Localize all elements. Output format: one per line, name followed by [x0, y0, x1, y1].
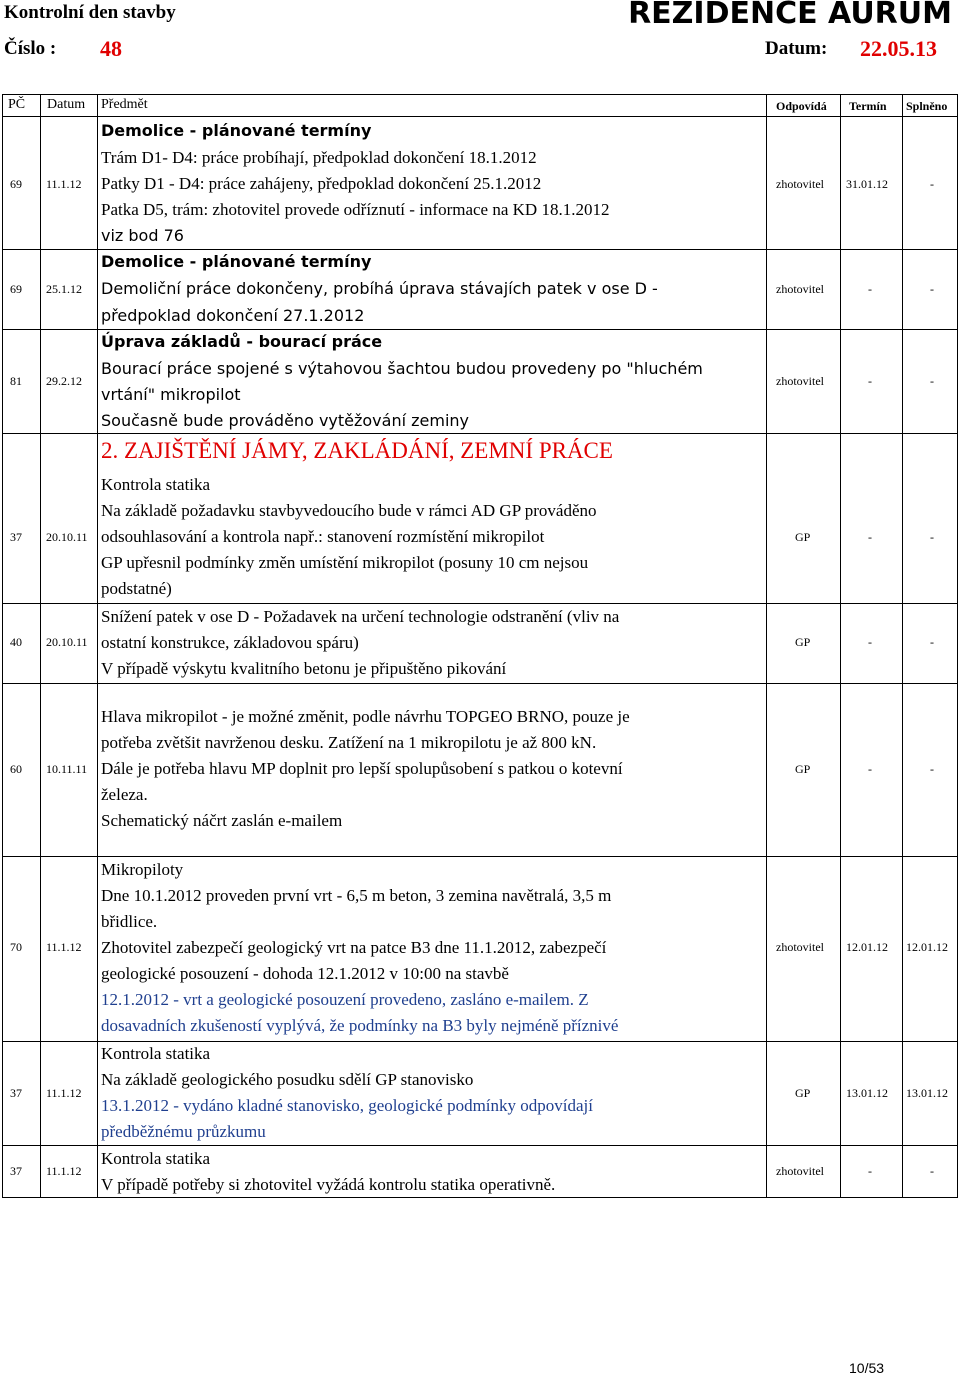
- row-subject-line: vrtání" mikropilot: [101, 385, 241, 404]
- row-subject-line: Současně bude prováděno vytěžování zeminy: [101, 411, 470, 430]
- row-responsible: GP: [795, 530, 811, 544]
- row-subject-line: předpoklad dokončení 27.1.2012: [101, 306, 365, 325]
- row-subject-line: ostatní konstrukce, základovou spáru): [101, 633, 359, 652]
- row-responsible: zhotovitel: [776, 282, 824, 296]
- col-header-datum: Datum: [47, 97, 86, 112]
- row-subject-heading: Mikropiloty: [101, 860, 184, 879]
- row-deadline: -: [868, 530, 872, 544]
- row-pc: 40: [10, 635, 22, 649]
- row-completed: -: [930, 635, 934, 649]
- row-subject-heading: Demolice - plánované termíny: [101, 252, 372, 271]
- row-completed: -: [930, 762, 934, 776]
- row-date: 20.10.11: [46, 530, 88, 544]
- date-label: Datum:: [765, 38, 828, 59]
- row-deadline: -: [868, 282, 872, 296]
- row-deadline: -: [868, 374, 872, 388]
- row-subject-line: Bourací práce spojené s výtahovou šachtou budou provedeny po "hluchém: [101, 359, 703, 378]
- row-deadline: -: [868, 635, 872, 649]
- row-subject-line: železa.: [101, 785, 148, 804]
- number-value: 48: [100, 36, 122, 61]
- row-subject-line: odsouhlasování a kontrola např.: stanovení rozmístění mikropilot: [101, 527, 545, 546]
- row-subject-line: Na základě geologického posudku sdělí GP stanovisko: [101, 1070, 474, 1089]
- row-pc: 69: [10, 282, 22, 296]
- row-subject-line: Dne 10.1.2012 proveden první vrt - 6,5 m beton, 3 zemina navětralá, 3,5 m: [101, 886, 612, 905]
- row-completed: -: [930, 177, 934, 191]
- row-responsible: GP: [795, 762, 811, 776]
- row-subject-heading: Kontrola statika: [101, 1149, 211, 1168]
- row-deadline: 31.01.12: [846, 177, 888, 191]
- row-deadline: -: [868, 1164, 872, 1178]
- row-completed: 13.01.12: [906, 1086, 948, 1100]
- row-subject-heading: Kontrola statika: [101, 475, 211, 494]
- row-subject-line: V případě výskytu kvalitního betonu je připuštěno pikování: [101, 659, 507, 678]
- row-completed: -: [930, 282, 934, 296]
- row-subject-heading: Hlava mikropilot - je možné změnit, podle návrhu TOPGEO BRNO, pouze je: [101, 707, 630, 726]
- number-label: Číslo :: [4, 38, 57, 59]
- row-responsible: zhotovitel: [776, 940, 824, 954]
- row-completed: -: [930, 530, 934, 544]
- date-value: 22.05.13: [860, 36, 937, 61]
- row-subject-line: geologické posouzení - dohoda 12.1.2012 v 10:00 na stavbě: [101, 964, 509, 983]
- document-title: Kontrolní den stavby: [4, 2, 176, 23]
- row-subject-line: Demoliční práce dokončeny, probíhá úprava stávajích patek v ose D -: [101, 279, 658, 298]
- row-subject-line: Patky D1 - D4: práce zahájeny, předpoklad dokončení 25.1.2012: [101, 174, 542, 193]
- row-subject-line: viz bod 76: [101, 226, 184, 245]
- row-pc: 69: [10, 177, 22, 191]
- row-subject-line: Patka D5, trám: zhotovitel provede odříznutí - informace na KD 18.1.2012: [101, 200, 610, 219]
- row-responsible: GP: [795, 635, 811, 649]
- row-subject-heading: Kontrola statika: [101, 1044, 211, 1063]
- col-header-splneno: Splněno: [906, 99, 948, 113]
- col-header-termin: Termín: [849, 99, 887, 113]
- row-date: 20.10.11: [46, 635, 88, 649]
- row-pc: 37: [10, 1086, 22, 1100]
- row-completed: -: [930, 1164, 934, 1178]
- row-subject-line: 12.1.2012 - vrt a geologické posouzení provedeno, zasláno e-mailem. Z: [101, 990, 589, 1009]
- row-responsible: zhotovitel: [776, 374, 824, 388]
- row-completed: -: [930, 374, 934, 388]
- project-brand: REZIDENCE AURUM: [628, 0, 952, 31]
- col-header-predmet: Předmět: [101, 97, 148, 112]
- row-subject-heading: Snížení patek v ose D - Požadavek na určení technologie odstranění (vliv na: [101, 607, 620, 626]
- row-subject-line: dosavadních zkušeností vyplývá, že podmínky na B3 byly nejméně příznivé: [101, 1016, 619, 1035]
- row-deadline: 12.01.12: [846, 940, 888, 954]
- row-responsible: GP: [795, 1086, 811, 1100]
- row-date: 11.1.12: [46, 177, 82, 191]
- col-header-pc: PČ: [8, 97, 26, 112]
- row-subject-line: potřeba zvětšit navrženou desku. Zatížení na 1 mikropilotu je až 800 kN.: [101, 733, 597, 752]
- row-deadline: 13.01.12: [846, 1086, 888, 1100]
- row-subject-line: Trám D1- D4: práce probíhají, předpoklad dokončení 18.1.2012: [101, 148, 537, 167]
- row-responsible: zhotovitel: [776, 1164, 824, 1178]
- row-subject-line: Na základě požadavku stavbyvedoucího bude v rámci AD GP prováděno: [101, 501, 597, 520]
- row-subject-line: Dále je potřeba hlavu MP doplnit pro lepší spolupůsobení s patkou o kotevní: [101, 759, 623, 778]
- row-date: 29.2.12: [46, 374, 82, 388]
- row-subject-line: V případě potřeby si zhotovitel vyžádá kontrolu statika operativně.: [101, 1175, 556, 1194]
- row-subject-line: podstatné): [101, 579, 172, 598]
- row-date: 11.1.12: [46, 1164, 82, 1178]
- row-pc: 37: [10, 1164, 22, 1178]
- row-pc: 70: [10, 940, 22, 954]
- row-pc: 60: [10, 762, 22, 776]
- row-pc: 37: [10, 530, 22, 544]
- row-subject-line: břidlice.: [101, 912, 158, 931]
- row-responsible: zhotovitel: [776, 177, 824, 191]
- row-subject-line: Zhotovitel zabezpečí geologický vrt na patce B3 dne 11.1.2012, zabezpečí: [101, 938, 607, 957]
- row-date: 11.1.12: [46, 940, 82, 954]
- row-subject-line: GP upřesnil podmínky změn umístění mikropilot (posuny 10 cm nejsou: [101, 553, 589, 572]
- row-subject-line: Schematický náčrt zaslán e-mailem: [101, 811, 343, 830]
- row-subject-heading: Demolice - plánované termíny: [101, 121, 372, 140]
- row-subject-heading: Úprava základů - bourací práce: [101, 332, 383, 351]
- row-subject-line: 13.1.2012 - vydáno kladné stanovisko, geologické podmínky odpovídají: [101, 1096, 593, 1115]
- row-completed: 12.01.12: [906, 940, 948, 954]
- row-deadline: -: [868, 762, 872, 776]
- row-subject-line: předběžnému průzkumu: [101, 1122, 266, 1141]
- row-date: 25.1.12: [46, 282, 82, 296]
- row-date: 10.11.11: [46, 762, 88, 776]
- row-pc: 81: [10, 374, 22, 388]
- row-date: 11.1.12: [46, 1086, 82, 1100]
- col-header-odpovida: Odpovídá: [776, 99, 827, 113]
- page-number: 10/53: [849, 1360, 885, 1376]
- section-heading: 2. ZAJIŠTĚNÍ JÁMY, ZAKLÁDÁNÍ, ZEMNÍ PRÁCE: [101, 438, 613, 463]
